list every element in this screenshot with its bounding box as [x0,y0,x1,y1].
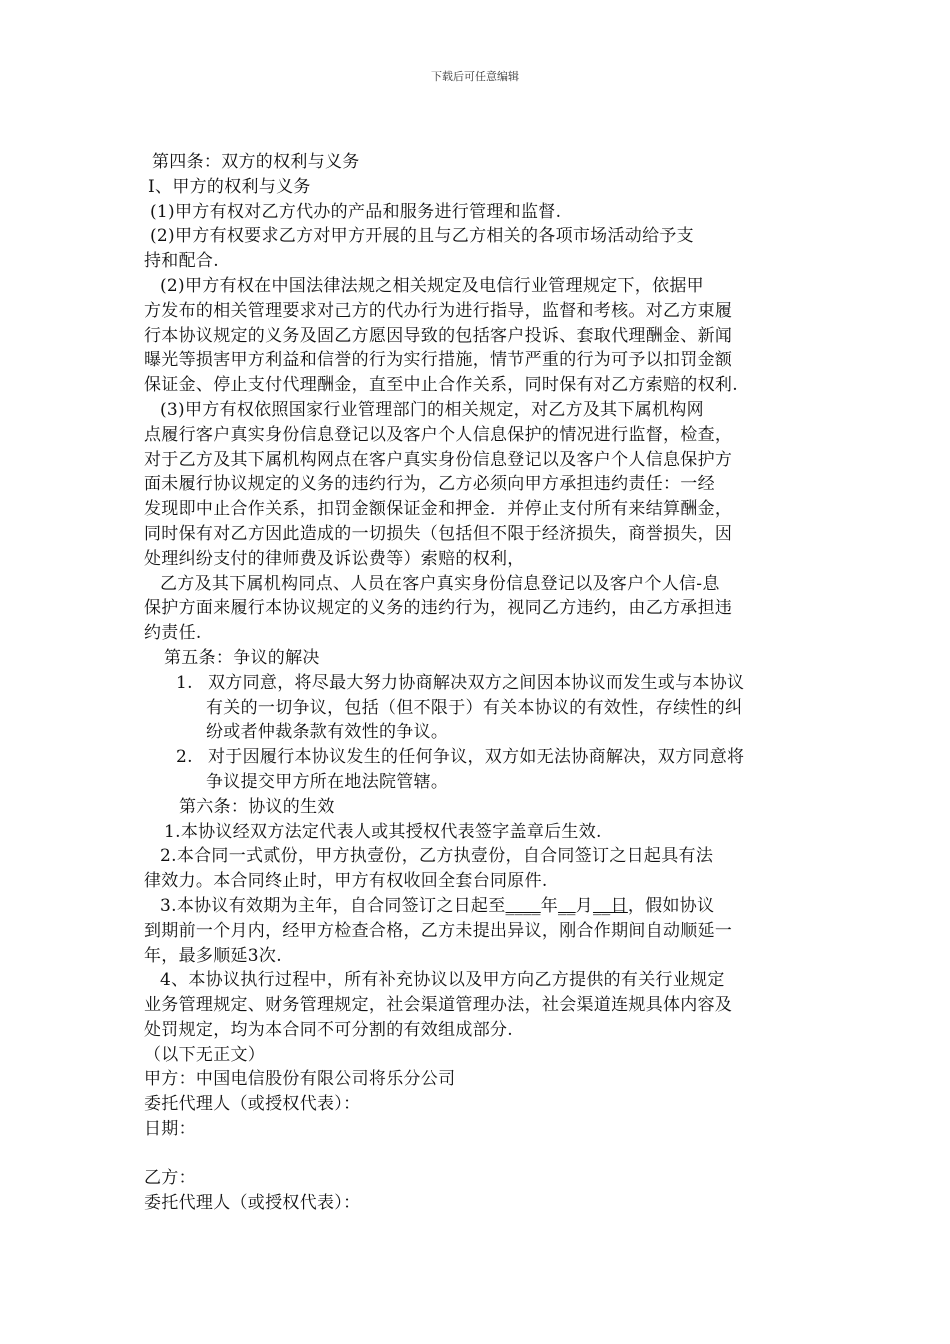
clause-paragraph: 行本协议规定的义务及固乙方愿因导致的包括客户投诉、套取代理酬金、新闻 [144,325,733,346]
list-item-text: 有关的一切争议，包括（但不限于）有关本协议的有效性，存续性的纠 [206,697,743,718]
clause-paragraph: 同时保有对乙方因此造成的一切损失（包括但不限于经济损失，商誉损失，因 [144,523,733,544]
clause-text: ，假如协议 [627,895,715,916]
list-number: 1. [176,672,193,693]
clause-paragraph: (2)甲方有权要求乙方对甲方开展的且与乙方相关的各项市场活动给予支 [150,226,694,247]
party-b-agent: 委托代理人（或授权代表）： [144,1192,361,1213]
blank-field-year: ____ [505,895,541,916]
clause-paragraph: 方发布的相关管理要求对己方的代办行为进行指导，监督和考核。对乙方束履 [144,300,733,321]
article-4-subtitle: I、甲方的权利与义务 [148,176,311,197]
list-item-text: 对于因履行本协议发生的任何争议，双方如无法协商解决，双方同意将 [208,747,745,768]
clause-paragraph [144,894,814,919]
page-header: 下载后可任意编辑 [431,70,519,83]
party-b: 乙方： [144,1167,196,1188]
clause-paragraph: 保证金、停止支付代理酬金，直至中止合作关系，同时保有对乙方索赔的权利. [144,375,738,396]
clause-paragraph: 律效力。本合同终止时，甲方有权收回全套台同原件. [144,871,548,892]
clause-paragraph: 面未履行协议规定的义务的违约行为，乙方必须向甲方承担违约责任：一经 [144,474,715,495]
list-item [144,671,814,696]
clause-text: 月 [575,895,593,916]
party-a: 甲方：中国电信股份有限公司将乐分公司 [144,1069,456,1090]
list-item-text: 纷或者仲裁条款有效性的争议。 [206,722,449,743]
list-item [144,745,814,770]
list-item-text: 争议提交甲方所在地法院管辖。 [206,771,449,792]
clause-paragraph: (2)甲方有权在中国法律法规之相关规定及电信行业管理规定下，依据甲 [160,275,704,296]
list-item-text: 双方同意，将尽最大努力协商解决双方之间因本协议而发生或与本协议 [208,672,745,693]
clause-paragraph: (1)甲方有权对乙方代办的产品和服务进行管理和监督. [150,201,562,222]
clause-paragraph: 乙方及其下属机构同点、人员在客户真实身份信息登记以及客户个人信-息 [160,573,720,594]
blank-field-month: __ [558,895,576,916]
clause-paragraph: 处理纠纷支付的律师费及诉讼费等）索赔的权利， [144,548,525,569]
clause-paragraph: 2.本合同一式贰份，甲方执壹份，乙方执壹份，自合同签订之日起具有法 [160,846,714,867]
clause-paragraph: (3)甲方有权依照国家行业管理部门的相关规定，对乙方及其下属机构网 [160,399,704,420]
clause-paragraph: 曝光等损害甲方利益和信誉的行为实行措施，情节严重的行为可予以扣罚金额 [144,350,733,371]
clause-paragraph: 年，最多顺延3次. [144,945,282,966]
article-6-title: 第六条：协议的生效 [179,796,335,817]
clause-paragraph: 点履行客户真实身份信息登记以及客户个人信息保护的情况进行监督，检查， [144,424,733,445]
end-note: （以下无正文） [144,1044,266,1065]
clause-paragraph: 4、本协议执行过程中，所有补充协议以及甲方向乙方提供的有关行业规定 [160,970,725,991]
clause-text: 年 [540,895,559,916]
clause-paragraph: 发现即中止合作关系，扣罚金额保证金和押金．并停止支付所有来结算酬金， [144,499,733,520]
clause-paragraph: 持和配合. [144,251,219,272]
blank-field-day: __日 [592,895,628,916]
contract-body [144,150,814,1215]
clause-paragraph: 保护方面来履行本协议规定的义务的违约行为，视同乙方违约，由乙方承担违 [144,598,733,619]
article-5-title: 第五条：争议的解决 [164,647,320,668]
party-a-date: 日期： [144,1119,196,1140]
clause-paragraph: 对于乙方及其下属机构网点在客户真实身份信息登记以及客户个人信息保护方 [144,449,733,470]
article-4-title: 第四条：双方的权利与义务 [152,152,360,172]
list-number: 2. [176,747,193,768]
clause-paragraph: 约责任. [144,623,202,644]
clause-text: 3.本协议有效期为主年，自合同签订之日起至 [160,895,506,916]
clause-paragraph: 1.本协议经双方法定代表人或其授权代表签字盖章后生效. [164,821,602,842]
clause-paragraph: 业务管理规定、财务管理规定，社会渠道管理办法，社会渠道连规具体内容及 [144,995,733,1016]
spacer [144,1142,814,1166]
clause-paragraph: 到期前一个月内，经甲方检查合格，乙方未提出异议，刚合作期间自动顺延一 [144,920,733,941]
clause-paragraph: 处罚规定，均为本合同不可分割的有效组成部分. [144,1019,514,1040]
party-a-agent: 委托代理人（或授权代表）： [144,1094,361,1115]
